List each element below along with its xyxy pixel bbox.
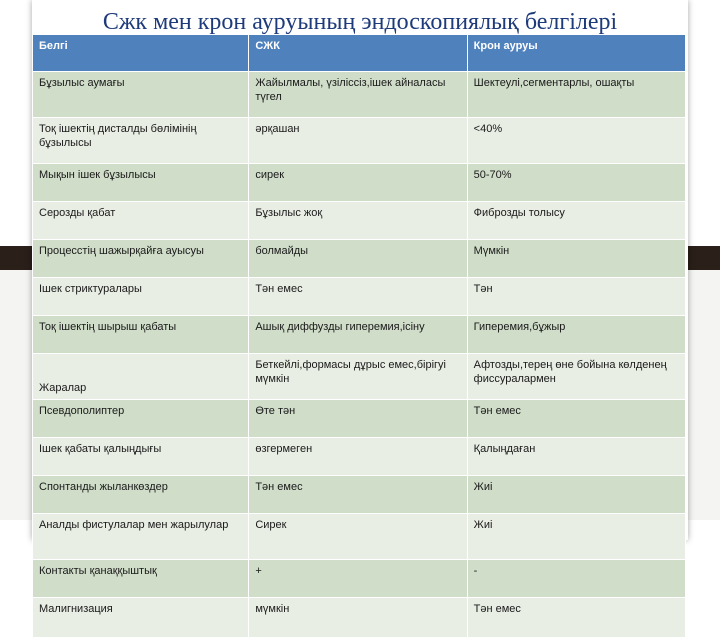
cell-uc: Өте тән bbox=[249, 400, 467, 438]
cell-sign: Контакты қанаққыштық bbox=[33, 560, 249, 598]
cell-uc: өзгермеген bbox=[249, 438, 467, 476]
cell-crohn: Тән bbox=[467, 278, 685, 316]
table-row bbox=[33, 72, 686, 118]
table-row bbox=[33, 476, 686, 514]
cell-crohn: Афтозды,терең өне бойына көлденең фиссуралармен bbox=[467, 354, 685, 400]
cell-sign: Процесстің шажырқайға ауысуы bbox=[33, 240, 249, 278]
cell-crohn: Фиброзды толысу bbox=[467, 202, 685, 240]
table-row bbox=[33, 354, 686, 400]
table-row bbox=[33, 118, 686, 164]
header-crohn: Крон ауруы bbox=[467, 35, 685, 72]
table-row bbox=[33, 316, 686, 354]
table-row bbox=[33, 598, 686, 638]
cell-sign: Бұзылыс аумағы bbox=[33, 72, 249, 118]
slide bbox=[32, 0, 688, 615]
cell-crohn: Жиі bbox=[467, 476, 685, 514]
table-row bbox=[33, 240, 686, 278]
cell-sign: Мықын ішек бұзылысы bbox=[33, 164, 249, 202]
comparison-table bbox=[32, 34, 686, 638]
cell-uc: Беткейлі,формасы дұрыс емес,бірігуі мүмкін bbox=[249, 354, 467, 400]
cell-crohn: <40% bbox=[467, 118, 685, 164]
table-header-row bbox=[33, 35, 686, 72]
cell-uc: сирек bbox=[249, 164, 467, 202]
cell-crohn: - bbox=[467, 560, 685, 598]
cell-uc: мүмкін bbox=[249, 598, 467, 638]
cell-crohn: Гиперемия,бұжыр bbox=[467, 316, 685, 354]
cell-sign: Псевдополиптер bbox=[33, 400, 249, 438]
table-row bbox=[33, 164, 686, 202]
table-row bbox=[33, 560, 686, 598]
cell-sign: Ішек қабаты қалыңдығы bbox=[33, 438, 249, 476]
cell-sign: Жаралар bbox=[33, 354, 249, 400]
cell-uc: әрқашан bbox=[249, 118, 467, 164]
cell-uc: Бұзылыс жоқ bbox=[249, 202, 467, 240]
table-row bbox=[33, 278, 686, 316]
cell-crohn: Шектеулі,сегментарлы, ошақты bbox=[467, 72, 685, 118]
cell-uc: болмайды bbox=[249, 240, 467, 278]
cell-sign: Ішек стриктуралары bbox=[33, 278, 249, 316]
cell-sign: Серозды қабат bbox=[33, 202, 249, 240]
cell-uc: Тән емес bbox=[249, 476, 467, 514]
slide-title: Сжк мен крон ауруының эндоскопиялық белгілері bbox=[102, 9, 618, 35]
cell-sign: Малигнизация bbox=[33, 598, 249, 638]
cell-uc: Сирек bbox=[249, 514, 467, 560]
table-row bbox=[33, 202, 686, 240]
table-row bbox=[33, 400, 686, 438]
cell-crohn: Тән емес bbox=[467, 400, 685, 438]
cell-crohn: Мүмкін bbox=[467, 240, 685, 278]
cell-uc: + bbox=[249, 560, 467, 598]
cell-sign: Тоқ ішектің дисталды бөлімінің бұзылысы bbox=[33, 118, 249, 164]
cell-sign: Аналды фистулалар мен жарылулар bbox=[33, 514, 249, 560]
cell-uc: Тән емес bbox=[249, 278, 467, 316]
cell-crohn: Жиі bbox=[467, 514, 685, 560]
cell-uc: Жайылмалы, үзіліссіз,ішек айналасы түгел bbox=[249, 72, 467, 118]
table-row bbox=[33, 438, 686, 476]
cell-crohn: 50-70% bbox=[467, 164, 685, 202]
cell-sign: Тоқ ішектің шырыш қабаты bbox=[33, 316, 249, 354]
cell-crohn: Қалыңдаған bbox=[467, 438, 685, 476]
header-sign: Белгі bbox=[33, 35, 249, 72]
cell-sign: Спонтанды жыланкөздер bbox=[33, 476, 249, 514]
header-uc: СЖК bbox=[249, 35, 467, 72]
cell-crohn: Тән емес bbox=[467, 598, 685, 638]
table-row bbox=[33, 514, 686, 560]
cell-uc: Ашық диффузды гиперемия,ісіну bbox=[249, 316, 467, 354]
